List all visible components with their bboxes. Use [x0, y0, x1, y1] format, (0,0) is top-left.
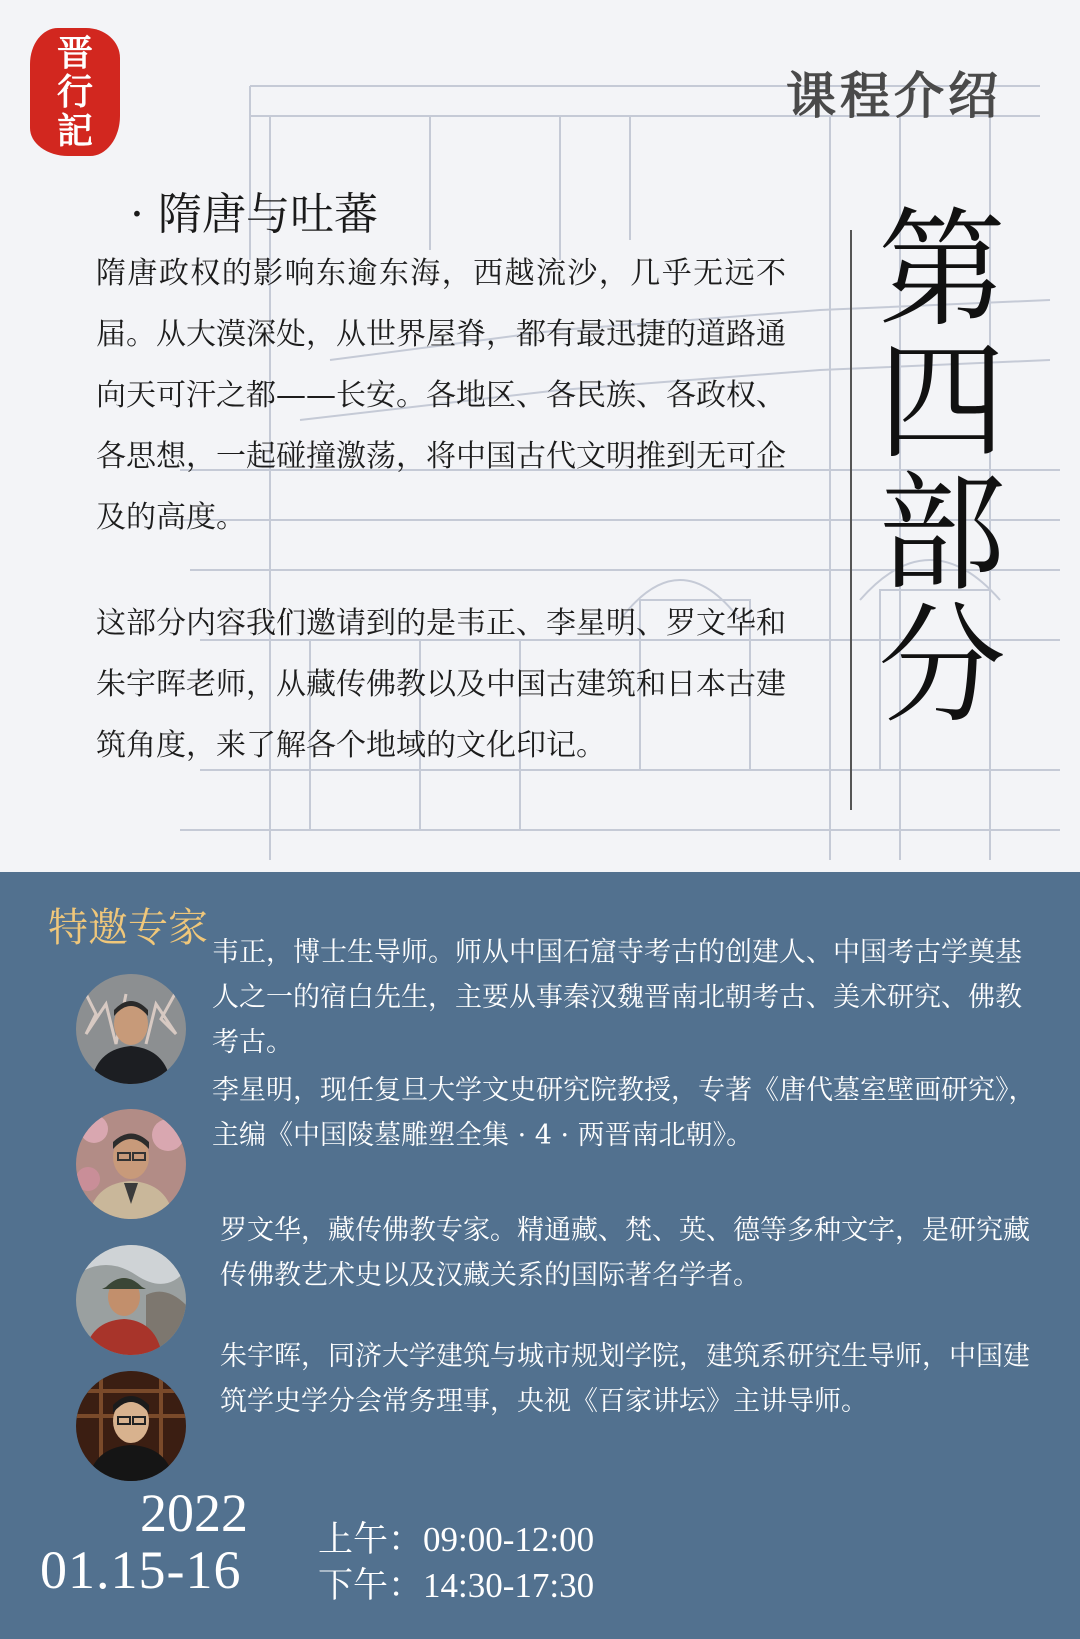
event-year: 2022	[140, 1483, 248, 1543]
description-paragraph-2: 这部分内容我们邀请到的是韦正、李星明、罗文华和朱宇晖老师，从藏传佛教以及中国古建筑和日本古建筑角度，来了解各个地域的文化印记。	[96, 606, 786, 763]
course-intro-heading: 课程介绍	[786, 66, 1002, 125]
vertical-divider	[850, 230, 852, 810]
expert-bio-2: 李星明，现任复旦大学文史研究院教授，专著《唐代墓室壁画研究》，主编《中国陵墓雕塑全集 · 4 · 两晋南北朝》。	[212, 1075, 1036, 1151]
section-title	[130, 178, 378, 242]
expert-bio-4: 朱宇晖，同济大学建筑与城市规划学院，建筑系研究生导师，中国建筑学史学分会常务理事，央视《百家讲坛》主讲导师。	[220, 1341, 1030, 1417]
expert-avatar-4	[76, 1371, 186, 1481]
expert-avatar-1	[76, 974, 186, 1084]
expert-avatar-2	[76, 1109, 186, 1219]
seal-char-2: 行	[56, 70, 93, 113]
expert-avatar-3	[76, 1245, 186, 1355]
brand-seal-logo	[30, 28, 120, 156]
section-title-text: 隋唐与吐蕃	[158, 189, 378, 240]
event-dates: 01.15-16	[40, 1540, 242, 1600]
experts-title: 特邀专家	[48, 905, 208, 950]
bullet-dot: ·	[130, 189, 144, 240]
schedule-morning: 上午：09:00-12:00	[318, 1520, 595, 1559]
description-paragraph-1: 隋唐政权的影响东逾东海，西越流沙，几乎无远不届。从大漠深处，从世界屋脊，都有最迅捷的道路通向天可汗之都——长安。各地区、各民族、各政权、各思想，一起碰撞激荡，将中国古代文明推到无可企及的高度。	[96, 256, 786, 535]
expert-bio-1: 韦正，博士生导师。师从中国石窟寺考古的创建人、中国考古学奠基人之一的宿白先生，主要从事秦汉魏晋南北朝考古、美术研究、佛教考古。	[212, 937, 1022, 1058]
part-title: 第四部分	[878, 196, 1007, 741]
schedule-afternoon: 下午：14:30-17:30	[318, 1566, 595, 1605]
expert-bio-3: 罗文华，藏传佛教专家。精通藏、梵、英、德等多种文字，是研究藏传佛教艺术史以及汉藏关系的国际著名学者。	[220, 1215, 1030, 1291]
seal-char-3: 記	[56, 109, 93, 152]
seal-char-1: 晋	[56, 31, 93, 74]
experts-section	[0, 872, 1080, 1639]
